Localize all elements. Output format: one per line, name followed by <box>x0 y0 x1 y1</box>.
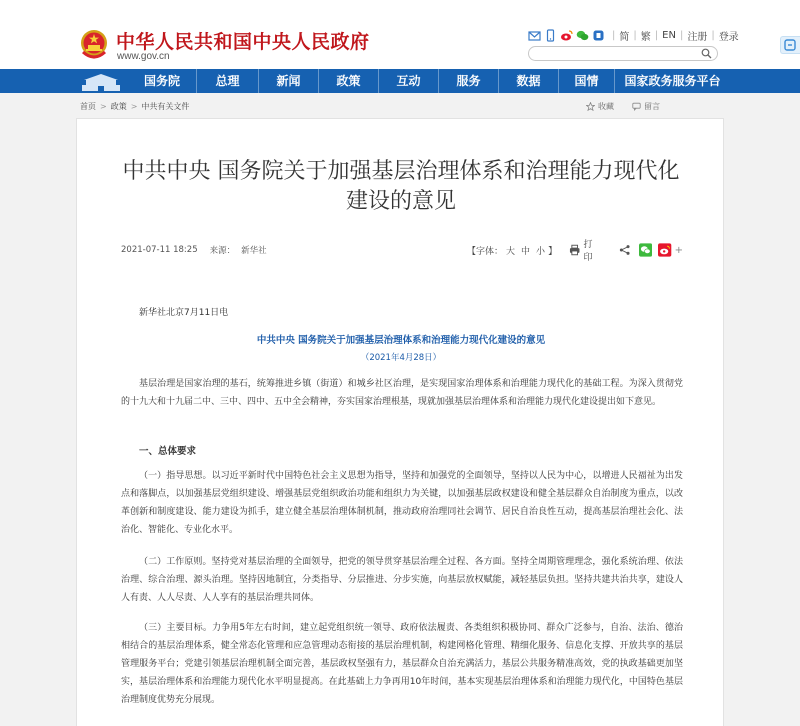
wechat-icon[interactable] <box>576 29 589 42</box>
mail-icon[interactable] <box>528 29 541 42</box>
main-nav <box>0 69 800 93</box>
app-icon[interactable] <box>592 29 605 42</box>
nav-item-news[interactable]: 新闻 <box>258 69 318 93</box>
section-heading: 一、总体要求 <box>139 446 197 457</box>
side-float-tab[interactable] <box>780 36 800 54</box>
paragraph-working-principles: （二）工作原则。坚持党对基层治理的全面领导，把党的领导贯穿基层治理全过程、各方面。坚持全周期管理理念，强化系统治理、依法治理、综合治理、源头治理。坚持因地制宜，分类指导、分层推进、分步实施，向基层放权赋能，减轻基层负担。坚持共建共治共享，建设人人有责、人人尽责、人人享有的基层治理共同体。 <box>121 557 683 603</box>
nav-item-policy[interactable]: 政策 <box>318 69 378 93</box>
quick-links <box>528 27 739 43</box>
publish-date: 2021-07-11 18:25 <box>121 245 198 255</box>
article-tools <box>467 240 683 263</box>
site-header <box>0 0 800 69</box>
wechat-share-icon[interactable] <box>639 243 652 257</box>
weibo-icon[interactable] <box>560 29 573 42</box>
english-link[interactable]: EN <box>662 29 676 41</box>
site-domain: www.gov.cn <box>117 51 170 62</box>
nav-item-premier[interactable]: 总理 <box>196 69 258 93</box>
breadcrumb <box>76 98 724 114</box>
share-icon[interactable] <box>619 244 630 256</box>
nav-item-national-conditions[interactable]: 国情 <box>558 69 614 93</box>
nav-items <box>128 69 730 93</box>
quick-link-divider: | <box>633 29 637 41</box>
tiananmen-gate-icon <box>80 72 122 91</box>
breadcrumb-party-documents[interactable]: 中共有关文件 <box>141 101 190 111</box>
quick-link-divider: | <box>711 29 715 41</box>
breadcrumb-home[interactable]: 首页 <box>80 101 96 111</box>
source-label: 来源： <box>209 246 236 256</box>
font-size-medium[interactable]: 中 <box>521 246 531 257</box>
breadcrumb-separator: > <box>100 101 107 111</box>
search-icon[interactable] <box>701 48 712 59</box>
quick-link-divider: | <box>654 29 659 41</box>
breadcrumb-policy[interactable]: 政策 <box>110 101 127 111</box>
message-button[interactable]: 留言 <box>644 101 660 111</box>
article-meta <box>121 240 683 263</box>
quick-link-divider: | <box>679 29 684 41</box>
paragraph-guiding-ideology: （一）指导思想。以习近平新时代中国特色社会主义思想为指导，坚持和加强党的全面领导，坚持以人民为中心，以增进人民福祉为出发点和落脚点，以加强基层党组织建设、增强基层党组织政治功能和组织力为关键，以加强基层政权建设和健全基层群众自治制度为重点，以改革创新和制度建设、能力建设为抓手，建立健全基层治理体制机制，推动政府治理同社会调节、居民自治良性互动，提高基层治理社会化、法治化、智能化、专业化水平。 <box>121 471 683 535</box>
document-date: （2021年4月28日） <box>360 353 442 363</box>
font-size-small[interactable]: 小 <box>536 246 546 257</box>
login-link[interactable]: 登录 <box>718 31 739 43</box>
article-headline: 中共中央 国务院关于加强基层治理体系和治理能力现代化建设的意见 <box>122 159 680 214</box>
nav-item-data[interactable]: 数据 <box>498 69 558 93</box>
mobile-icon[interactable] <box>544 29 557 42</box>
font-size-close: 】 <box>548 246 558 257</box>
paragraph-main-goals: （三）主要目标。力争用5年左右时间，建立起党组织统一领导、政府依法履责、各类组织积极协同、群众广泛参与，自治、法治、德治相结合的基层治理体系，健全常态化管理和应急管理动态衔接的基层治理机制，构建网格化管理、精细化服务、信息化支撑、开放共享的基层管理服务平台；党建引领基层治理机制全面完善，基层政权坚强有力，基层群众自治充满活力，基层公共服务精准高效，党的执政基础更加坚实，基层治理体系和治理能力现代化水平明显提高。在此基础上力争再用10年时间，基本实现基层治理体系和治理能力现代化，中国特色基层治理制度优势充分展现。 <box>121 623 683 705</box>
star-icon <box>586 102 595 111</box>
register-link[interactable]: 注册 <box>687 31 708 43</box>
article-dateline: 新华社北京7月11日电 <box>139 308 229 318</box>
font-size-large[interactable]: 大 <box>506 246 516 257</box>
national-emblem-icon[interactable] <box>80 28 108 60</box>
more-share-icon[interactable]: + <box>674 244 683 256</box>
favorite-button[interactable]: 收藏 <box>598 101 614 111</box>
translate-icon <box>781 37 799 53</box>
breadcrumb-separator: > <box>130 101 138 111</box>
document-title: 中共中央 国务院关于加强基层治理体系和治理能力现代化建设的意见 <box>256 335 546 346</box>
article-card <box>76 118 724 726</box>
simplified-chinese-link[interactable]: 简 <box>619 31 630 43</box>
font-size-label: 【字体： <box>467 246 504 257</box>
nav-item-services[interactable]: 服务 <box>438 69 498 93</box>
nav-item-gov-service-platform[interactable]: 国家政务服务平台 <box>614 69 730 93</box>
traditional-chinese-link[interactable]: 繁 <box>640 31 651 43</box>
site-title[interactable]: 中华人民共和国中央人民政府 <box>116 31 370 53</box>
breadcrumb-actions <box>586 98 660 114</box>
message-icon <box>632 102 641 111</box>
print-icon[interactable] <box>569 244 580 256</box>
source-name: 新华社 <box>241 246 267 256</box>
search-input[interactable] <box>528 46 718 61</box>
print-button[interactable]: 打印 <box>583 240 593 263</box>
quick-link-divider: | <box>612 29 616 41</box>
nav-item-interaction[interactable]: 互动 <box>378 69 438 93</box>
weibo-share-icon[interactable] <box>658 243 671 257</box>
nav-item-state-council[interactable]: 国务院 <box>143 74 180 88</box>
paragraph-intro: 基层治理是国家治理的基石，统筹推进乡镇（街道）和城乡社区治理，是实现国家治理体系和治理能力现代化的基础工程。为深入贯彻党的十九大和十九届二中、三中、四中、五中全会精神，夯实国家治理根基，现就加强基层治理体系和治理能力现代化建设提出如下意见。 <box>121 379 683 407</box>
